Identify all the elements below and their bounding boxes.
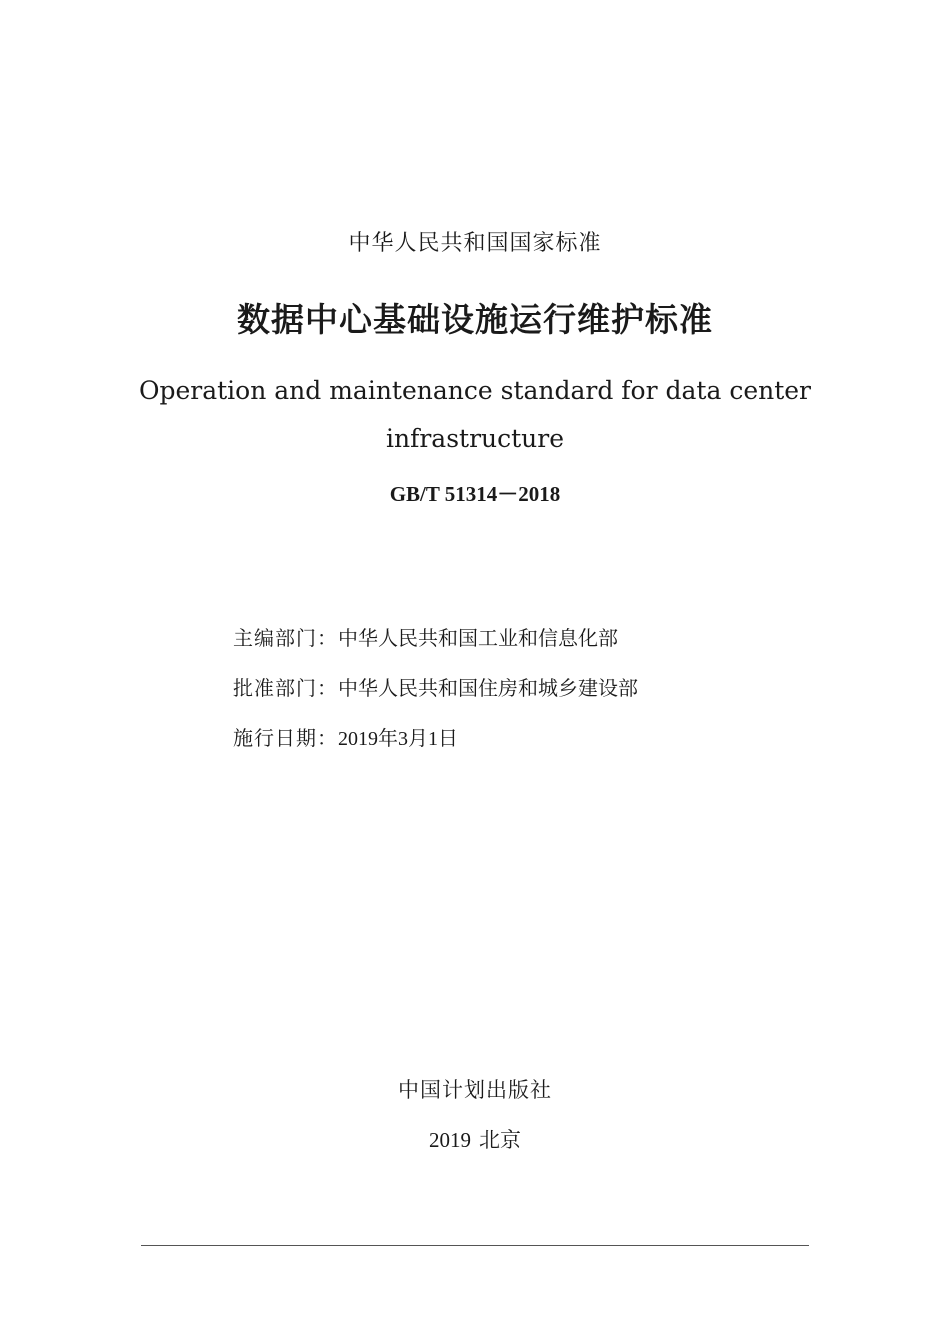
publication-city: 北京 [479, 1128, 521, 1152]
effective-date-row [233, 724, 638, 774]
document-title-english-line-2: infrastructure [385, 424, 565, 453]
publication-info [233, 624, 638, 774]
document-title-chinese: 数据中心基础设施运行维护标准 [237, 300, 713, 339]
effective-date-value: 2019年3月1日 [338, 728, 458, 750]
publication-year-city [0, 1124, 950, 1154]
chief-editor-value: 中华人民共和国工业和信息化部 [338, 626, 618, 650]
document-title-english-line-1: Operation and maintenance standard for data center [138, 376, 812, 405]
standard-category: 中华人民共和国国家标准 [348, 231, 602, 256]
effective-date-label: 施行日期： [233, 726, 338, 750]
chief-editor-label: 主编部门： [233, 626, 338, 650]
publisher-name: 中国计划出版社 [398, 1078, 552, 1102]
footer-divider [141, 1245, 809, 1246]
chief-editor-row [233, 624, 638, 674]
approval-value: 中华人民共和国住房和城乡建设部 [338, 676, 638, 700]
publication-year: 2019 [429, 1128, 471, 1152]
approval-label: 批准部门： [233, 676, 338, 700]
approval-row [233, 674, 638, 724]
standard-code: GB/T 51314－2018 [389, 482, 561, 506]
